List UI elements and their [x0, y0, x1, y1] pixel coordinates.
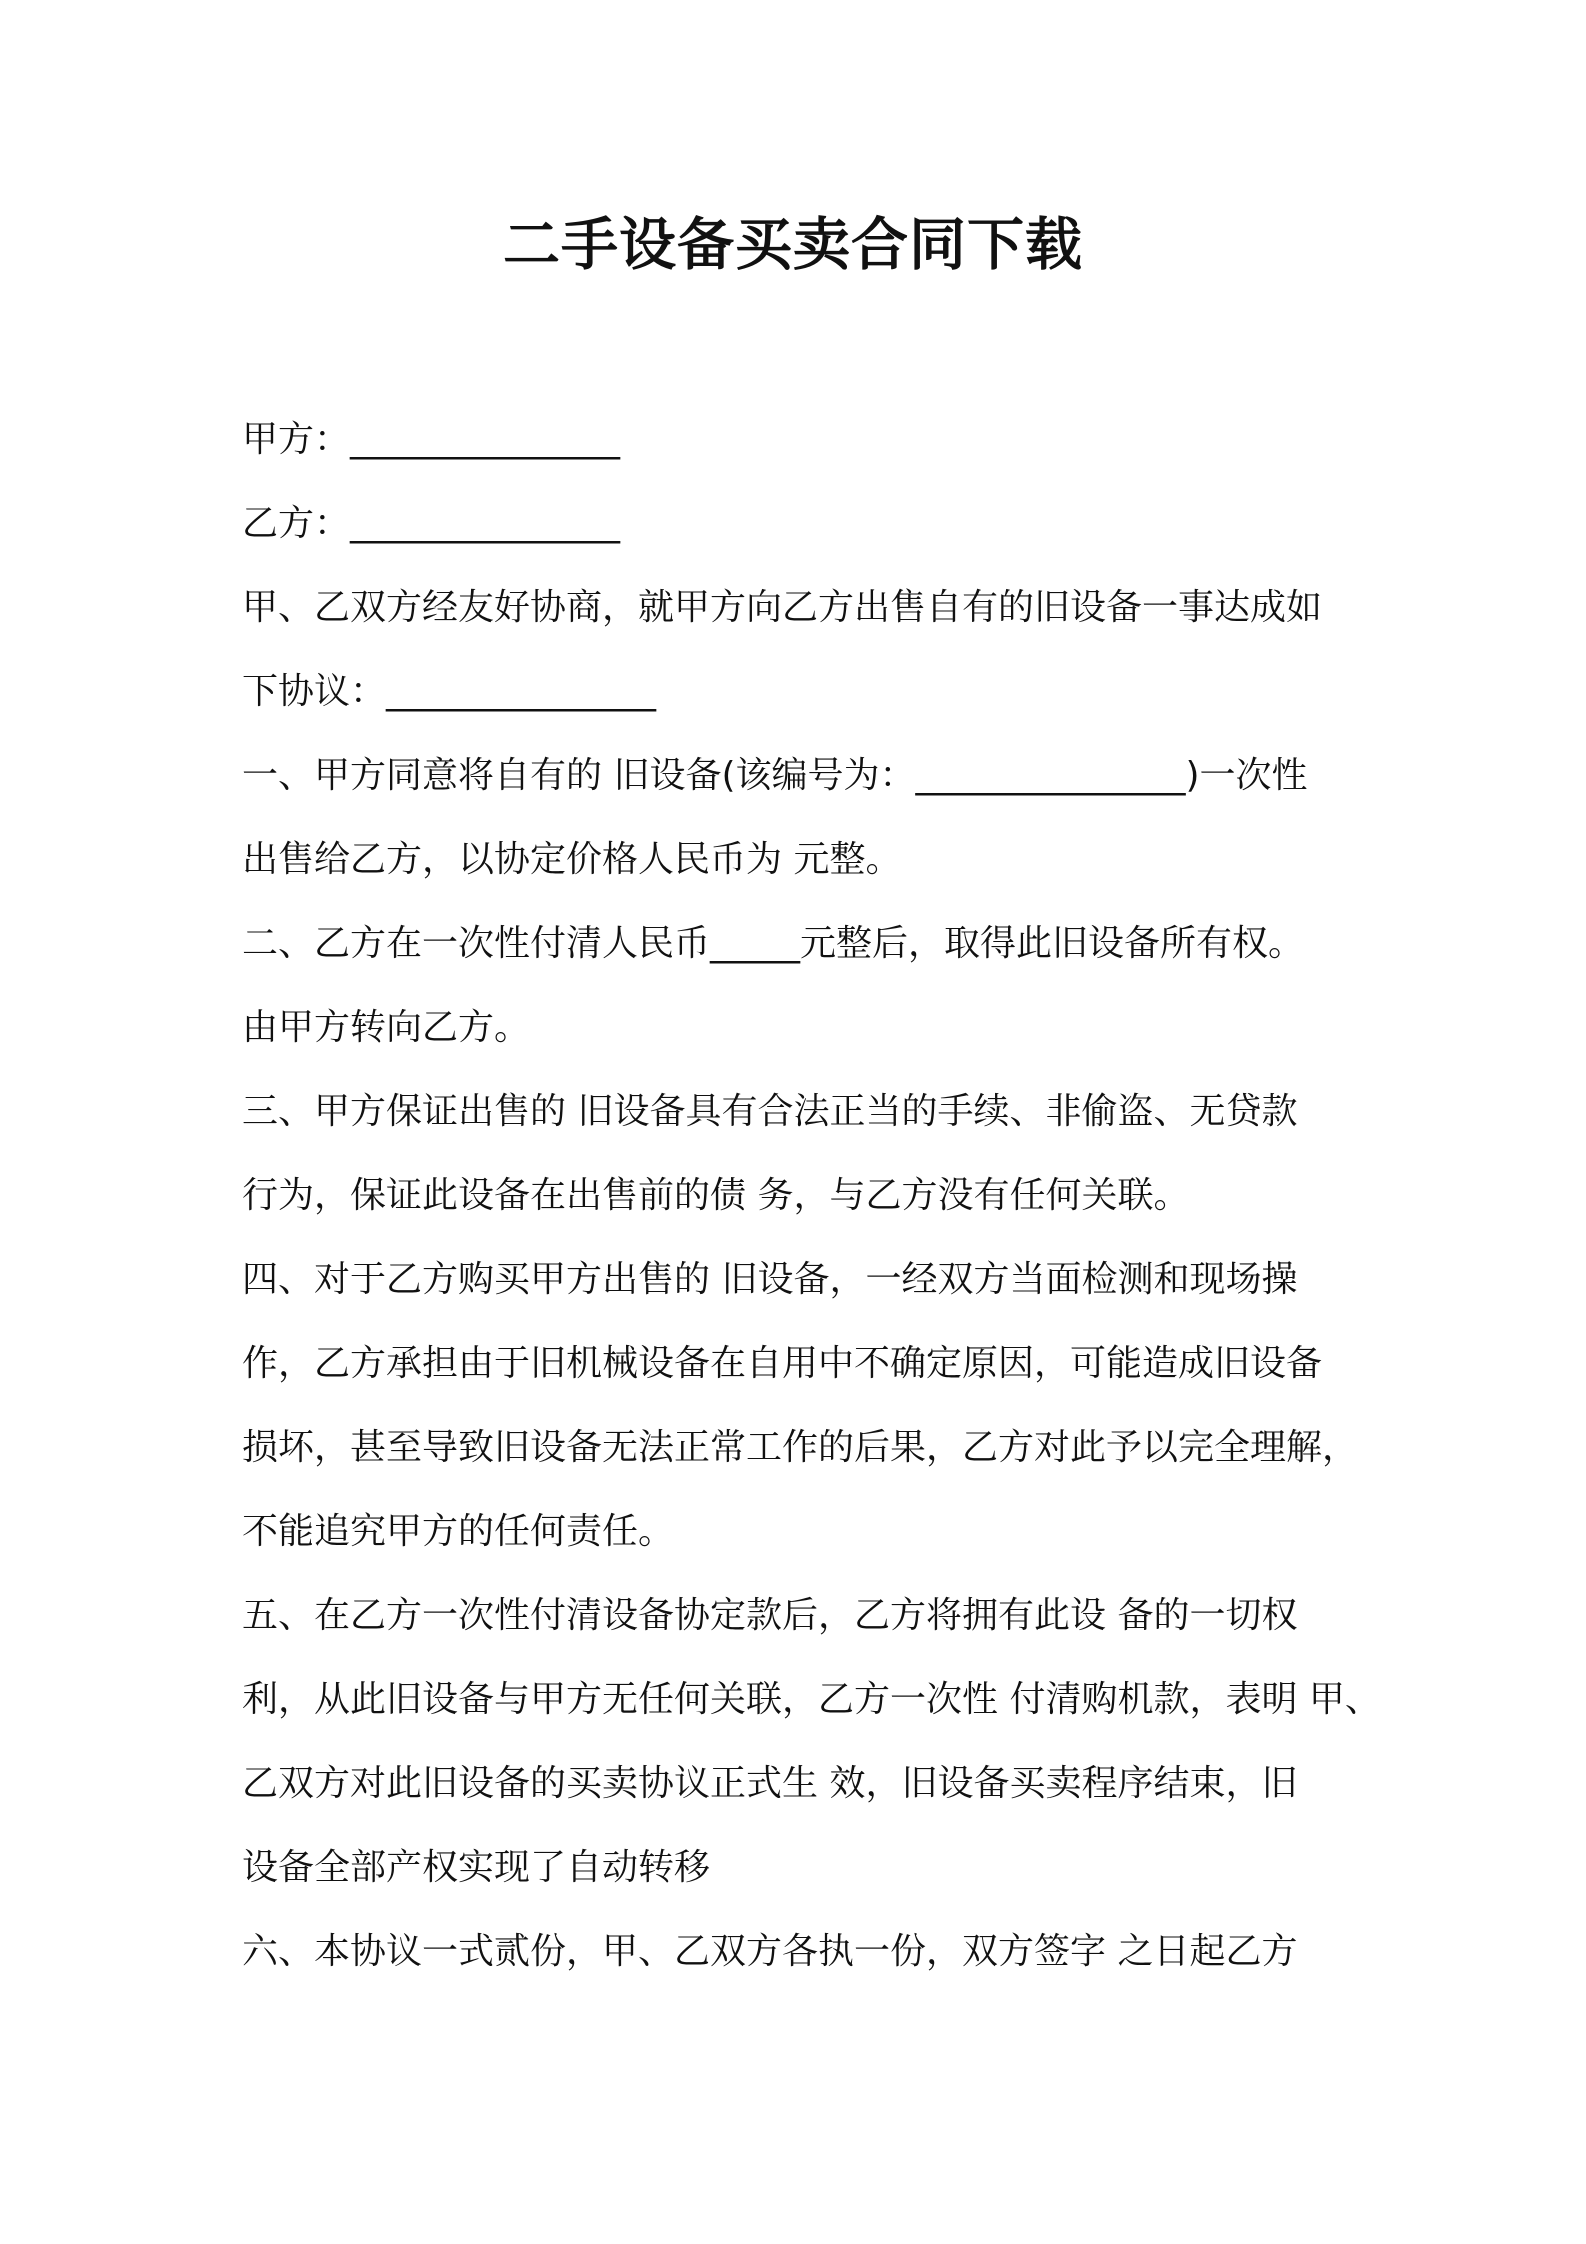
- clause-6-line: 六、本协议一式贰份，甲、乙双方各执一份，双方签字 之日起乙方: [242, 1931, 1298, 1972]
- party-b-line: 乙方：_______________: [242, 503, 621, 544]
- preamble-line: 下协议：_______________: [242, 671, 657, 712]
- clause-5-line: 利，从此旧设备与甲方无任何关联，乙方一次性 付清购机款，表明 甲、: [242, 1679, 1381, 1720]
- clause-1-line: 一、甲方同意将自有的 旧设备(该编号为：_______________)一次性: [242, 755, 1308, 796]
- clause-5-line: 乙双方对此旧设备的买卖协议正式生 效，旧设备买卖程序结束，旧: [242, 1763, 1298, 1804]
- document-body: [242, 398, 1381, 1994]
- preamble-line: 甲、乙双方经友好协商，就甲方向乙方出售自有的旧设备一事达成如: [242, 587, 1323, 628]
- clause-4-line: 四、对于乙方购买甲方出售的 旧设备，一经双方当面检测和现场操: [242, 1259, 1298, 1300]
- clause-3-line: 三、甲方保证出售的 旧设备具有合法正当的手续、非偷盗、无贷款: [242, 1091, 1298, 1132]
- clause-5-line: 五、在乙方一次性付清设备协定款后，乙方将拥有此设 备的一切权: [242, 1595, 1298, 1636]
- clause-1-line: 出售给乙方，以协定价格人民币为 元整。: [242, 839, 902, 880]
- clause-5-line: 设备全部产权实现了自动转移: [242, 1847, 711, 1888]
- clause-3-line: 行为，保证此设备在出售前的债 务，与乙方没有任何关联。: [242, 1175, 1190, 1216]
- party-a-line: 甲方：_______________: [242, 419, 621, 460]
- clause-4-line: 不能追究甲方的任何责任。: [242, 1511, 675, 1552]
- document-title: 二手设备买卖合同下载: [503, 212, 1083, 278]
- clause-4-line: 损坏，甚至导致旧设备无法正常工作的后果，乙方对此予以完全理解，: [242, 1427, 1359, 1468]
- clause-2-line: 由甲方转向乙方。: [242, 1007, 531, 1048]
- clause-4-line: 作，乙方承担由于旧机械设备在自用中不确定原因，可能造成旧设备: [242, 1343, 1323, 1384]
- clause-2-line: 二、乙方在一次性付清人民币_____元整后，取得此旧设备所有权。: [242, 923, 1305, 964]
